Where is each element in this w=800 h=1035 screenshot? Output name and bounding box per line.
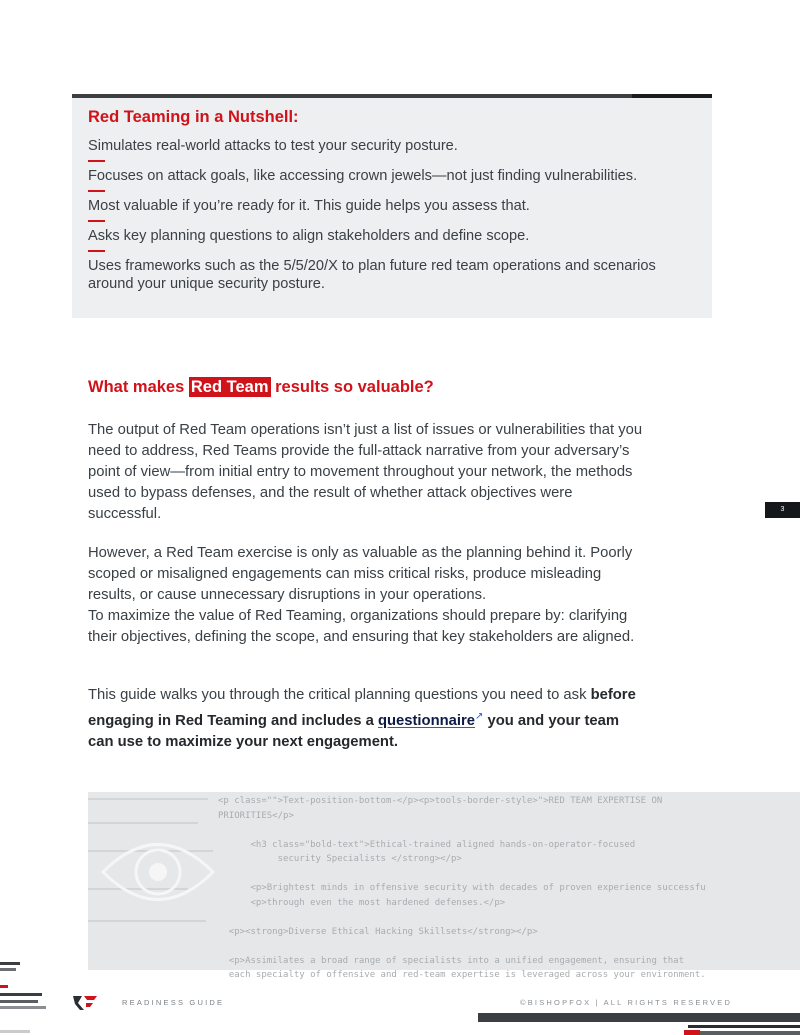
code-line: <h3 class="bold-text">Ethical-trained aligned hands-on-operator-focused [218,839,636,850]
code-line: security Specialists </strong></p> [218,854,462,864]
code-line: <p>Assimilates a broad range of specialists into a unified engagement, ensuring that [218,955,684,966]
footer-copyright: ©BISHOPFOX | ALL RIGHTS RESERVED [520,998,733,1007]
code-line: <p>Brightest minds in offensive security with decades of proven experience successfu [218,883,706,893]
glitch-bar [0,968,16,971]
guide-bold-text: before engaging in Red Teaming and includes a [88,687,636,729]
footer-bar [478,1013,800,1022]
red-divider [88,250,105,252]
red-divider [88,220,105,222]
nutshell-item: Simulates real-world attacks to test your security posture. [88,138,458,154]
bishop-fox-logo-icon [72,994,98,1012]
paragraph-red-team-output: The output of Red Team operations isn’t just a list of issues or vulnerabilities that you need to address, Red Teams provide the full-attack narrative from your adversary’s point of view—from initial entry to movement throughout your network, the methods used to bypass defenses, and the result of whether attack objectives were successful. [88,422,643,522]
code-line: each specialty of offensive and red-team expertise is leveraged across your environment. [218,970,706,980]
section-title-prefix: What makes [88,378,189,396]
glitch-bar [0,1006,46,1009]
paragraph-planning [88,543,648,648]
glitch-bar [0,1000,38,1003]
footer-bar [688,1025,800,1028]
nutshell-list [88,137,696,293]
nutshell-title: Red Teaming in a Nutshell: [88,108,299,126]
footer-doc-type: READINESS GUIDE [122,998,225,1007]
paragraph-planning-part-1: However, a Red Team exercise is only as valuable as the planning behind it. Poorly scoped or misaligned engagements can miss critical risks, produce misleading results, or cause unnecessary disruptions in your operations. [88,545,633,603]
footer-accent [684,1030,700,1035]
page-number: 3 [765,502,800,518]
code-line: <p class="">Text-position-bottom-</p><p>tools-border-style>">RED TEAM EXPERTISE ON [218,796,663,806]
glitch-bar [0,993,42,996]
glitch-bar-red [0,985,8,988]
questionnaire-link[interactable]: questionnaire [377,712,475,729]
section-title [88,378,434,397]
code-line: PRIORITIES</p> [218,810,294,821]
nutshell-item: Uses frameworks such as the 5/5/20/X to plan future red team operations and scenarios around your unique security posture. [88,258,656,292]
code-line: <p>through even the most hardened defenses.</p> [218,897,506,908]
guide-intro-text: This guide walks you through the critical planning questions you need to ask [88,687,591,703]
glitch-bar [0,962,20,965]
nutshell-item: Focuses on attack goals, like accessing crown jewels—not just finding vulnerabilities. [88,168,638,184]
eye-icon [98,812,218,932]
decorative-code-band [88,792,800,980]
code-snippet [218,794,800,983]
red-divider [88,190,105,192]
nutshell-item: Most valuable if you’re ready for it. This guide helps you assess that. [88,198,530,214]
decorative-stripe [88,798,208,800]
section-title-highlight: Red Team [190,378,269,396]
footer-bar [700,1031,800,1035]
nutshell-callout [72,98,712,318]
external-link-icon: ↗ [474,711,484,722]
paragraph-planning-part-2: To maximize the value of Red Teaming, organizations should prepare by: clarifying their objectives, defining the scope, and ensuring that key stakeholders are aligned. [88,608,635,645]
red-divider [88,160,105,162]
nutshell-item: Asks key planning questions to align stakeholders and define scope. [88,228,530,244]
code-line: <p><strong>Diverse Ethical Hacking Skillsets</strong></p> [218,926,538,937]
paragraph-guide-summary [88,685,648,753]
guide-bold-text-end: you and your team can use to maximize your next engagement. [88,712,620,750]
section-title-suffix: results so valuable? [270,378,434,396]
glitch-bar [0,1030,30,1033]
